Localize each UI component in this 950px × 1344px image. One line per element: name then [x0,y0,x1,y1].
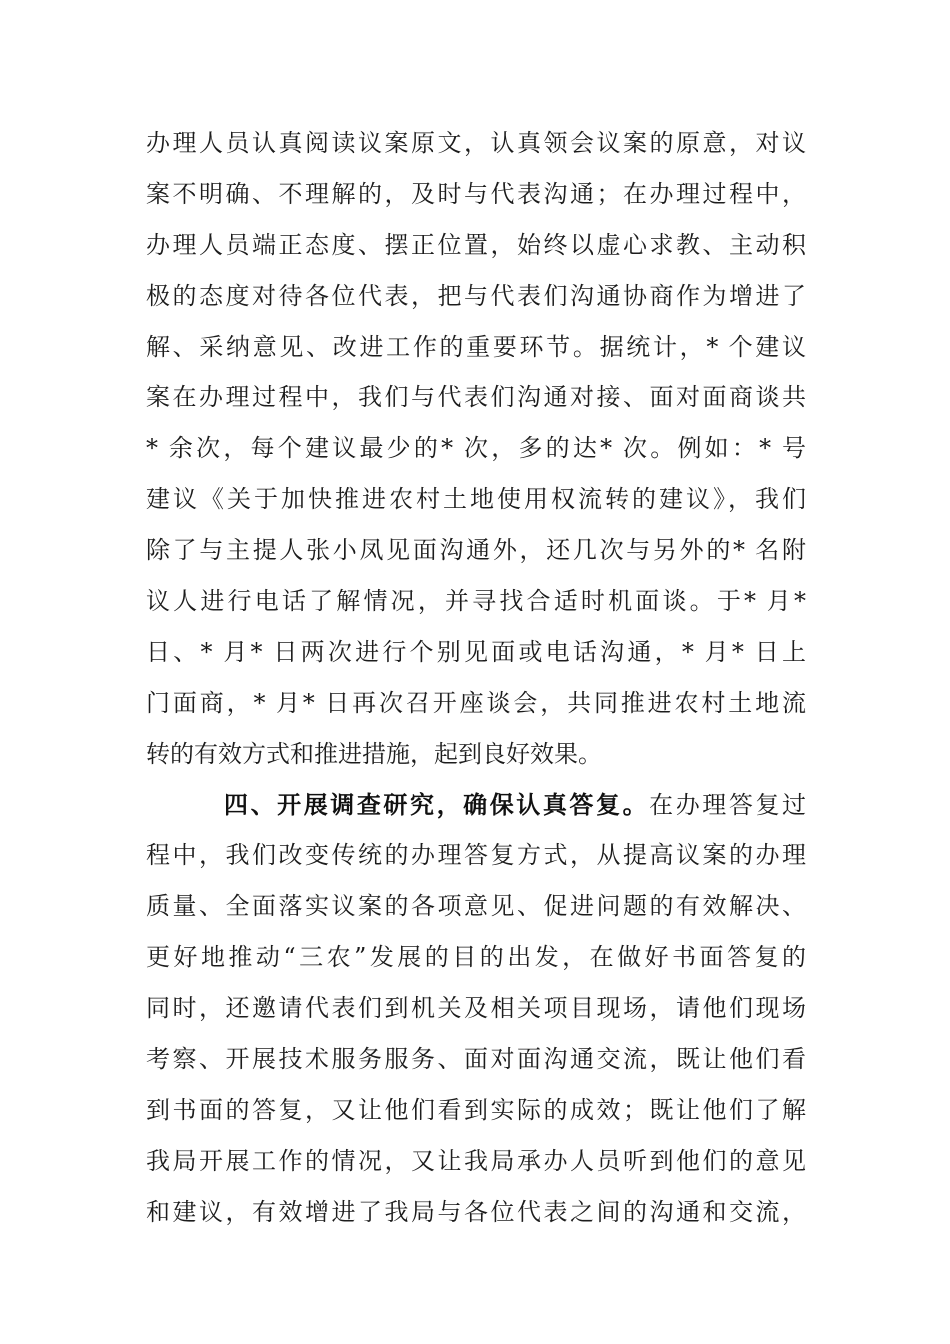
body-text-line: 考察、开展技术服务服务、面对面沟通交流，既让他们看 [146,1045,806,1074]
body-text-line: 我局开展工作的情况，又让我局承办人员听到他们的意见 [146,1146,806,1175]
body-text-line: 同时，还邀请代表们到机关及相关项目现场，请他们现场 [146,994,806,1023]
body-text-line: 极的态度对待各位代表，把与代表们沟通协商作为增进了 [146,281,806,310]
body-text-line: 到书面的答复，又让他们看到实际的成效；既让他们了解 [146,1095,806,1124]
body-text-line: 案不明确、不理解的，及时与代表沟通；在办理过程中， [146,179,806,208]
body-text-line: 建议《关于加快推进农村土地使用权流转的建议》，我们 [146,485,806,514]
body-text-line: 日、* 月* 日两次进行个别见面或电话沟通，* 月* 日上 [146,637,806,666]
body-text-line: 程中，我们改变传统的办理答复方式，从提高议案的办理 [146,841,806,870]
body-text-line: 更好地推动“三农”发展的目的出发，在做好书面答复的 [146,943,806,972]
body-text-line: 除了与主提人张小凤见面沟通外，还几次与另外的* 名附 [146,536,806,565]
section-first-line-text: 在办理答复过 [649,790,807,819]
body-text-line: 门面商，* 月* 日再次召开座谈会，共同推进农村土地流 [146,688,806,717]
body-text-line: 解、采纳意见、改进工作的重要环节。据统计，* 个建议 [146,332,806,361]
body-text-line: 案在办理过程中，我们与代表们沟通对接、面对面商谈共 [146,383,806,412]
body-text-line: 办理人员认真阅读议案原文，认真领会议案的原意，对议 [146,129,806,157]
section-first-line [146,780,806,831]
body-text-line: 议人进行电话了解情况，并寻找合适时机面谈。于* 月* [146,587,806,616]
body-text-line: 办理人员端正态度、摆正位置，始终以虚心求教、主动积 [146,230,806,259]
body-text-line: 和建议，有效增进了我局与各位代表之间的沟通和交流， [146,1197,806,1226]
body-text-line: 质量、全面落实议案的各项意见、促进问题的有效解决、 [146,892,806,921]
document-body [146,118,806,1238]
body-text-line: * 余次，每个建议最少的* 次，多的达* 次。例如：* 号 [146,434,806,463]
section-heading: 四、开展调查研究，确保认真答复。 [224,789,650,819]
body-text-line: 转的有效方式和推进措施，起到良好效果。 [146,739,602,768]
